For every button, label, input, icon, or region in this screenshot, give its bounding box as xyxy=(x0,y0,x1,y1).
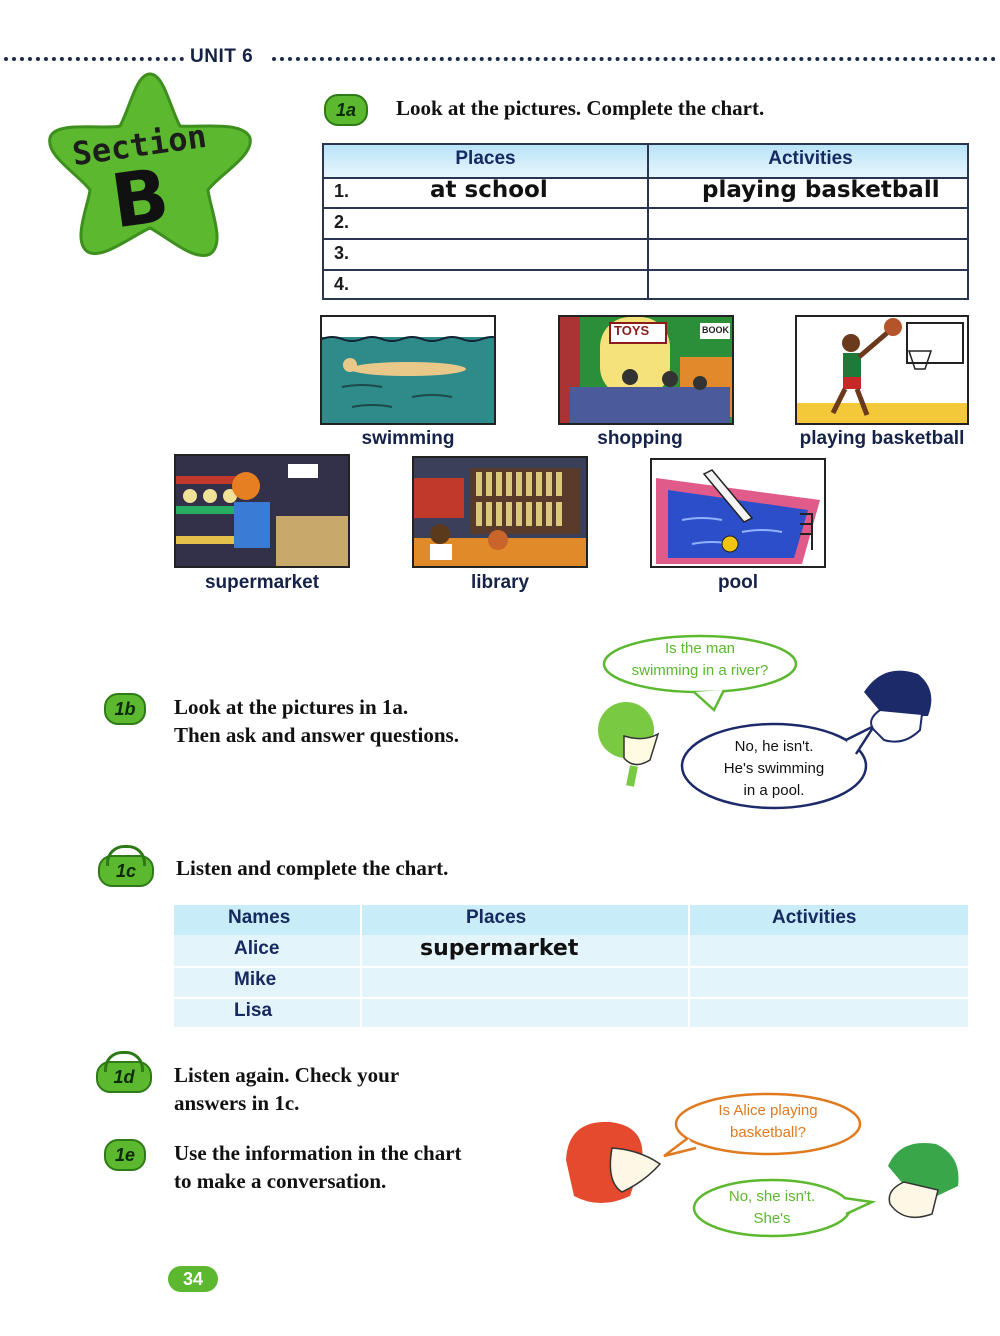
chart-1a-row xyxy=(324,177,967,208)
instruction-1e-line2: to make a conversation. xyxy=(174,1169,387,1193)
chart-1c xyxy=(174,905,968,1027)
chart-1a-row xyxy=(324,208,967,239)
instruction-1a: Look at the pictures. Complete the chart. xyxy=(396,96,765,120)
instruction-1c: Listen and complete the chart. xyxy=(176,856,449,880)
row-place: at school xyxy=(430,177,548,203)
header-dots-left xyxy=(4,57,184,61)
picture-playing-basketball xyxy=(795,315,969,425)
chart-1c-header-places: Places xyxy=(466,907,527,928)
bubble-1b-question: Is the man swimming in a river? xyxy=(631,640,769,679)
bubble-1b-answer: No, he isn't. He's swimming in a pool. xyxy=(723,738,825,799)
chart-1a-header-activities: Activities xyxy=(768,148,853,169)
section-letter: B xyxy=(106,152,175,246)
instruction-1b-line1: Look at the pictures in 1a. xyxy=(174,695,409,719)
chart-1c-header-names: Names xyxy=(228,907,291,928)
unit-label: UNIT 6 xyxy=(190,46,254,67)
picture-library xyxy=(412,456,588,568)
row-number: 3. xyxy=(334,243,350,263)
row-name: Mike xyxy=(234,969,277,990)
picture-swimming xyxy=(320,315,496,425)
row-name: Lisa xyxy=(234,1000,273,1021)
row-name: Alice xyxy=(234,938,280,959)
chart-1a xyxy=(322,143,969,300)
badge-1a: 1a xyxy=(324,94,368,126)
sign-toys: TOYS xyxy=(614,323,650,338)
picture-pool xyxy=(650,458,826,568)
instruction-1d-line1: Listen again. Check your xyxy=(174,1063,400,1087)
instruction-1b-line2: Then ask and answer questions. xyxy=(174,723,459,747)
chart-1c-header-activities: Activities xyxy=(772,907,857,928)
bubble-1e-answer: No, she isn't. She's xyxy=(728,1188,816,1227)
chart-1a-header-places: Places xyxy=(455,148,516,169)
badge-1e: 1e xyxy=(104,1139,146,1171)
instruction-1e-line1: Use the information in the chart xyxy=(174,1141,462,1165)
picture-shopping xyxy=(558,315,734,425)
chart-1a-row xyxy=(324,239,967,270)
caption-supermarket: supermarket xyxy=(204,572,320,593)
caption-shopping: shopping xyxy=(597,428,683,449)
caption-swimming: swimming xyxy=(361,428,455,449)
section-word: Section xyxy=(70,116,209,174)
picture-supermarket xyxy=(174,454,350,568)
row-number: 2. xyxy=(334,212,350,232)
page-number: 34 xyxy=(168,1266,218,1292)
chart-1a-row xyxy=(324,270,967,301)
badge-1b: 1b xyxy=(104,693,146,725)
badge-1d: 1d xyxy=(96,1061,152,1093)
caption-pool: pool xyxy=(717,572,759,593)
row-activity: playing basketball xyxy=(702,177,940,203)
bubble-1e-question: Is Alice playing basketball? xyxy=(718,1102,818,1141)
row-number: 4. xyxy=(334,274,350,294)
caption-playing-basketball: playing basketball xyxy=(799,428,965,449)
row-place: supermarket xyxy=(420,936,579,961)
badge-1c: 1c xyxy=(98,855,154,887)
instruction-1d-line2: answers in 1c. xyxy=(174,1091,300,1115)
header-dots-right xyxy=(272,57,996,61)
sign-book: BOOK xyxy=(702,325,729,335)
caption-library: library xyxy=(470,572,530,593)
row-number: 1. xyxy=(334,181,350,201)
